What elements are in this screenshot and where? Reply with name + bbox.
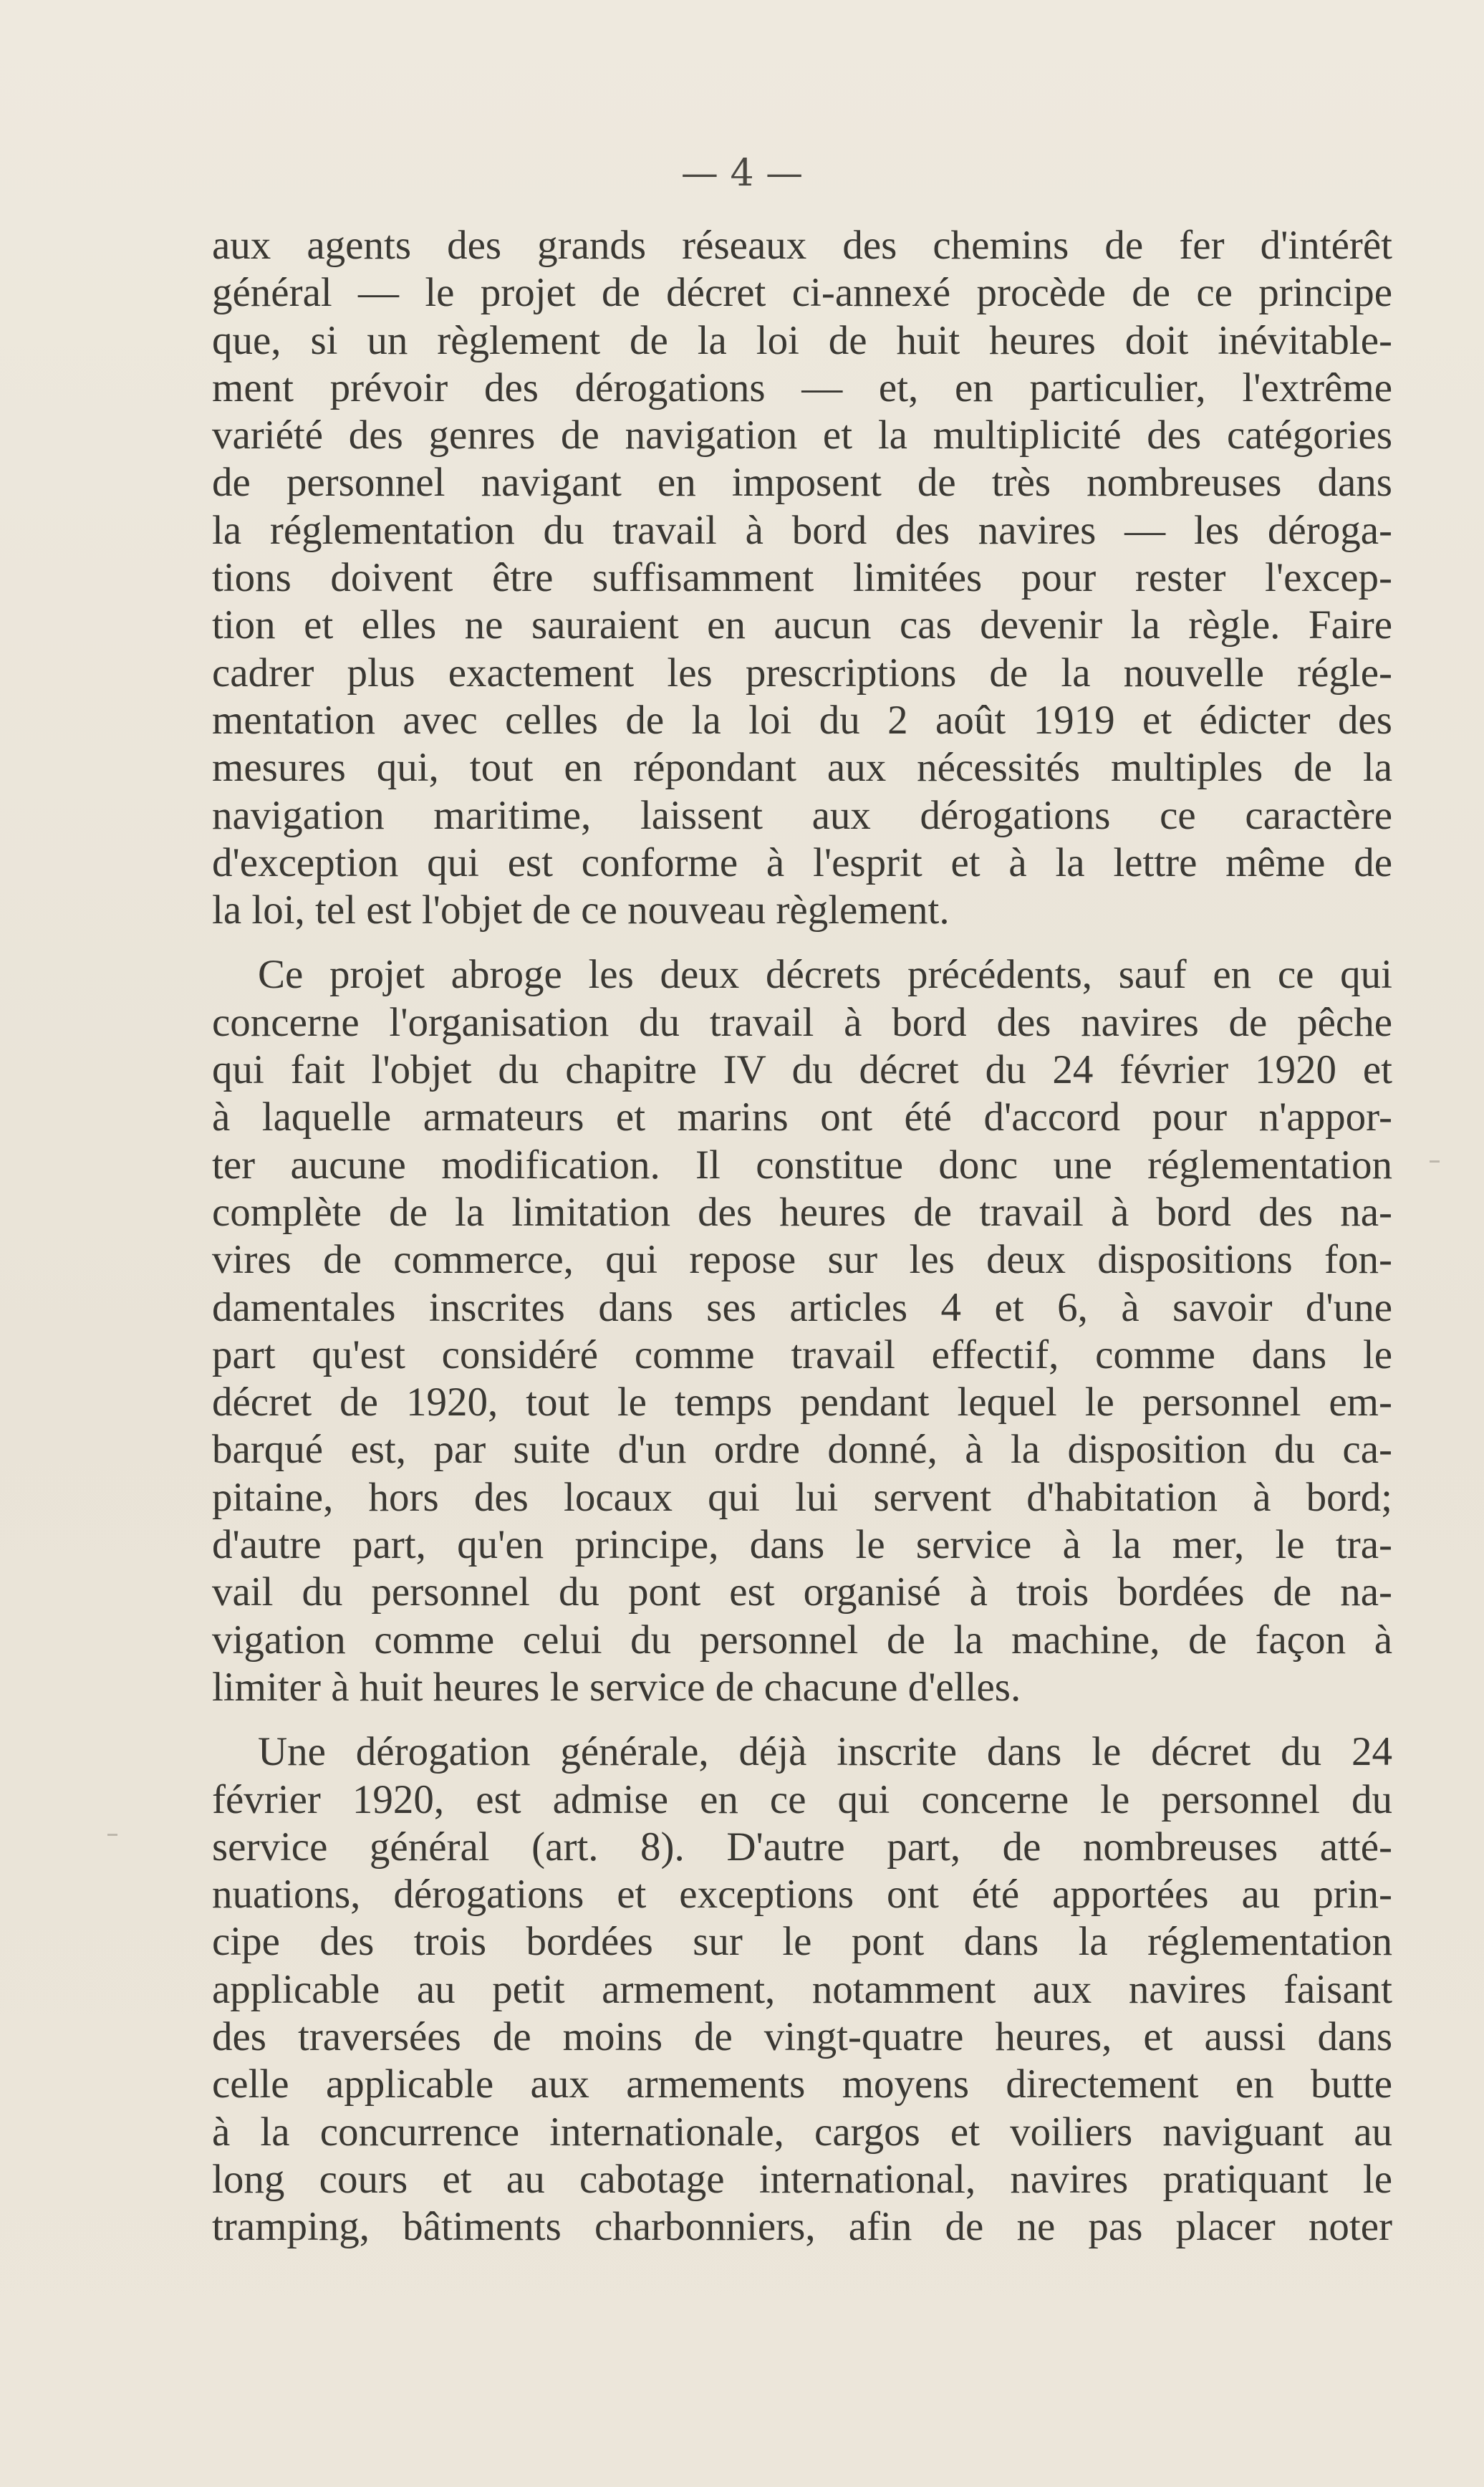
paragraph-2 — [212, 951, 1392, 1711]
text-line: la loi, tel est l'objet de ce nouveau règlement. — [212, 887, 950, 933]
text-line: variété des genres de navigation et la multiplicité des catégories — [212, 413, 1392, 458]
text-line: barqué est, par suite d'un ordre donné, à la disposition du ca- — [212, 1427, 1392, 1473]
text-line: mentation avec celles de la loi du 2 août 1919 et édicter des — [212, 697, 1392, 743]
text-line: ment prévoir des dérogations — et, en particulier, l'extrême — [212, 365, 1392, 410]
text-line: des traversées de moins de vingt-quatre heures, et aussi dans — [212, 2014, 1392, 2059]
text-line: mesures qui, tout en répondant aux nécessités multiples de la — [212, 745, 1392, 791]
text-line: de personnel navigant en imposent de très nombreuses dans — [212, 460, 1392, 506]
text-line: service général (art. 8). D'autre part, de nombreuses atté- — [212, 1824, 1392, 1870]
text-line: décret de 1920, tout le temps pendant lequel le personnel em- — [212, 1380, 1392, 1425]
paragraph-3 — [212, 1728, 1392, 2251]
paragraph-1 — [212, 222, 1392, 934]
page-number: — 4 — — [680, 152, 804, 195]
text-line: long cours et au cabotage international, navires pratiquant le — [212, 2156, 1392, 2202]
text-line: à la concurrence internationale, cargos et voiliers naviguant au — [212, 2109, 1392, 2155]
text-line: applicable au petit armement, notamment aux navires faisant — [212, 1966, 1392, 2012]
text-line: à laquelle armateurs et marins ont été d'accord pour n'appor- — [212, 1095, 1392, 1140]
text-line: Ce projet abroge les deux décrets précédents, sauf en ce qui — [258, 952, 1392, 998]
text-line: général — le projet de décret ci-annexé procède de ce principe — [212, 270, 1392, 316]
text-line: pitaine, hors des locaux qui lui servent d'habitation à bord; — [212, 1474, 1392, 1520]
margin-mark — [1430, 1160, 1440, 1163]
document-body — [212, 222, 1392, 2268]
text-line: qui fait l'objet du chapitre IV du décret du 24 février 1920 et — [212, 1047, 1392, 1093]
text-line: tramping, bâtiments charbonniers, afin de ne pas placer noter — [212, 2204, 1392, 2250]
text-line: vigation comme celui du personnel de la machine, de façon à — [212, 1617, 1392, 1663]
text-line: navigation maritime, laissent aux dérogations ce caractère — [212, 792, 1392, 838]
text-line: aux agents des grands réseaux des chemins de fer d'intérêt — [212, 223, 1392, 268]
text-line: limiter à huit heures le service de chacune d'elles. — [212, 1664, 1021, 1710]
text-line: la réglementation du travail à bord des navires — les déroga- — [212, 507, 1392, 553]
text-line: cipe des trois bordées sur le pont dans la réglementation — [212, 1919, 1392, 1965]
text-line: nuations, dérogations et exceptions ont été apportées au prin- — [212, 1872, 1392, 1918]
text-line: cadrer plus exactement les prescriptions de la nouvelle régle- — [212, 650, 1392, 696]
text-line: d'exception qui est conforme à l'esprit et à la lettre même de — [212, 840, 1392, 885]
text-line: d'autre part, qu'en principe, dans le service à la mer, le tra- — [212, 1522, 1392, 1568]
text-line: complète de la limitation des heures de travail à bord des na- — [212, 1189, 1392, 1235]
text-line: vires de commerce, qui repose sur les deux dispositions fon- — [212, 1237, 1392, 1283]
text-line: ter aucune modification. Il constitue donc une réglementation — [212, 1142, 1392, 1188]
text-line: tion et elles ne sauraient en aucun cas devenir la règle. Faire — [212, 602, 1392, 648]
text-line: concerne l'organisation du travail à bord des navires de pêche — [212, 999, 1392, 1045]
text-line: celle applicable aux armements moyens directement en butte — [212, 2062, 1392, 2107]
text-line: part qu'est considéré comme travail effectif, comme dans le — [212, 1332, 1392, 1377]
text-line: que, si un règlement de la loi de huit heures doit inévitable- — [212, 317, 1392, 363]
text-line: vail du personnel du pont est organisé à trois bordées de na- — [212, 1569, 1392, 1615]
text-line: damentales inscrites dans ses articles 4 et 6, à savoir d'une — [212, 1284, 1392, 1330]
margin-mark — [107, 1834, 117, 1836]
text-line: Une dérogation générale, déjà inscrite dans le décret du 24 — [258, 1729, 1392, 1775]
text-line: février 1920, est admise en ce qui concerne le personnel du — [212, 1776, 1392, 1822]
text-line: tions doivent être suffisamment limitées pour rester l'excep- — [212, 555, 1392, 601]
